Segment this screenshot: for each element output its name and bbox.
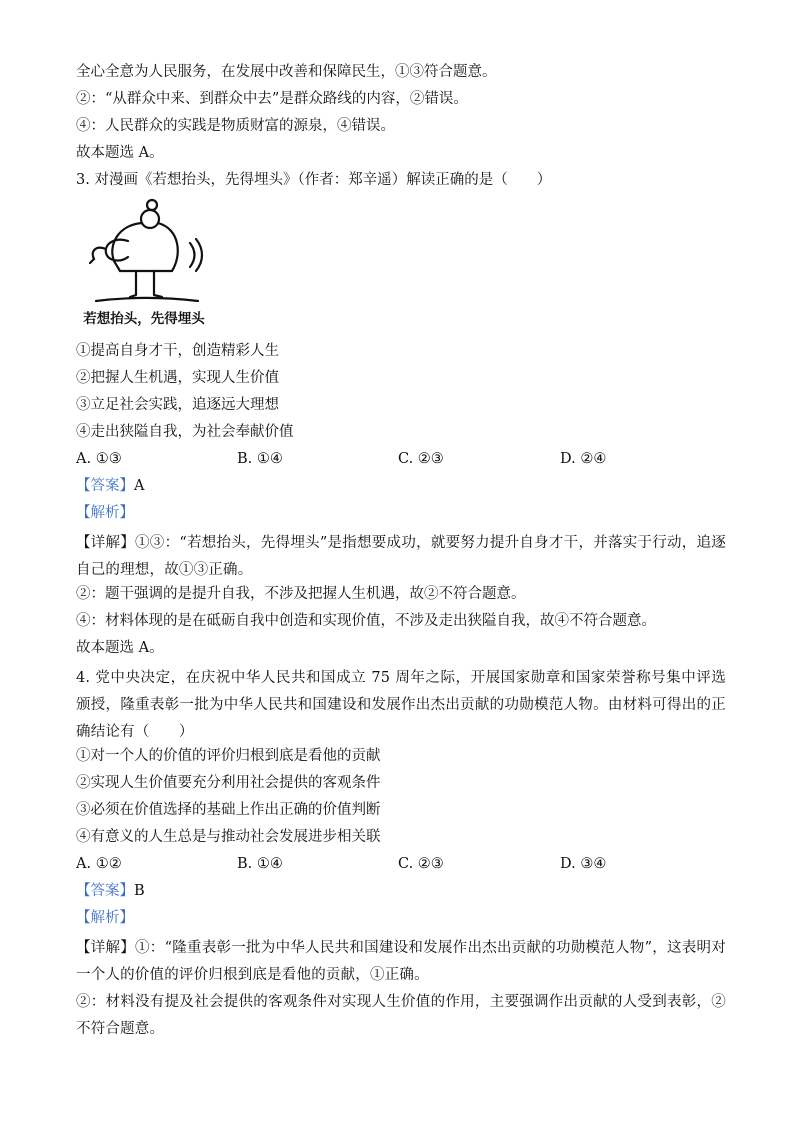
q4-note: ②：材料没有提及社会提供的客观条件对实现人生价值的作用，主要强调作出贡献的人受到表彰，②不符合题意。 (76, 994, 726, 1037)
q4-option-a: A. ①② (76, 856, 122, 872)
q3-item: ③立足社会实践，追逐远大理想 (76, 397, 279, 413)
analysis-tag: 【解析】 (76, 910, 134, 926)
answer-tag: 【答案】 (76, 883, 134, 899)
q4-option-d: D. ③④ (560, 856, 607, 872)
q3-analysis-tag (76, 503, 134, 523)
q4-detail (76, 935, 726, 989)
detail-tag: 【详解】 (76, 940, 136, 956)
q3-option-d: D. ②④ (560, 451, 607, 467)
detail-tag: 【详解】 (76, 535, 136, 551)
answer-tag: 【答案】 (76, 478, 134, 494)
analysis-tag: 【解析】 (76, 505, 134, 521)
q4-analysis-tag (76, 908, 134, 928)
q4-option-c: C. ②③ (398, 856, 444, 872)
q3-option-b: B. ①④ (237, 451, 283, 467)
q3-note: ④：材料体现的是在砥砺自我中创造和实现价值，不涉及走出狭隘自我，故④不符合题意。 (76, 613, 656, 629)
q3-detail (76, 530, 726, 584)
text-line: 全心全意为人民服务，在发展中改善和保障民生，①③符合题意。 (76, 64, 497, 80)
text-line: ②：“从群众中来、到群众中去”是群众路线的内容，②错误。 (76, 91, 468, 107)
q4-item: ③必须在价值选择的基础上作出正确的价值判断 (76, 802, 381, 818)
text-line: 故本题选 A。 (76, 145, 164, 161)
q3-item: ②把握人生机遇，实现人生价值 (76, 370, 279, 386)
q3-option-c: C. ②③ (398, 451, 444, 467)
q3-item: ①提高自身才干，创造精彩人生 (76, 343, 279, 359)
detail-text: ①③：“若想抬头，先得埋头”是指想要成功，就要努力提升自身才干，并落实于行动，追逐自己的理想，故①③正确。 (76, 535, 726, 578)
q4-item: ④有意义的人生总是与推动社会发展进步相关联 (76, 829, 381, 845)
q3-option-a: A. ①③ (76, 451, 122, 467)
detail-text: ①：“隆重表彰一批为中华人民共和国建设和发展作出杰出贡献的功勋模范人物”，这表明对一个人的价值的评价归根到底是看他的贡献，①正确。 (76, 940, 726, 983)
comic-drawing (78, 197, 210, 309)
q4-option-b: B. ①④ (237, 856, 283, 872)
q3-note: ②：题干强调的是提升自我，不涉及把握人生机遇，故②不符合题意。 (76, 586, 526, 602)
q3-item: ④走出狭隘自我，为社会奉献价值 (76, 424, 294, 440)
comic-caption: 若想抬头，先得埋头 (83, 311, 205, 327)
q4-answer (76, 881, 145, 901)
q3-note: 故本题选 A。 (76, 640, 164, 656)
answer-value: B (134, 883, 145, 899)
q4-item: ①对一个人的价值的评价归根到底是看他的贡献 (76, 748, 381, 764)
q4-item: ②实现人生价值要充分利用社会提供的客观条件 (76, 775, 381, 791)
question-4-stem: 4. 党中央决定，在庆祝中华人民共和国成立 75 周年之际，开展国家勋章和国家荣誉称号集中评选颁授，隆重表彰一批为中华人民共和国建设和发展作出杰出贡献的功勋模范人物。由材料可得出的正确结论有（ ） (76, 670, 726, 740)
text-line: ④：人民群众的实践是物质财富的源泉，④错误。 (76, 118, 395, 134)
comic-illustration (78, 197, 210, 329)
question-3-stem: 3. 对漫画《若想抬头，先得埋头》（作者：郑辛遥）解读正确的是（ ） (76, 172, 552, 188)
q3-answer (76, 476, 144, 496)
answer-value: A (134, 478, 145, 494)
